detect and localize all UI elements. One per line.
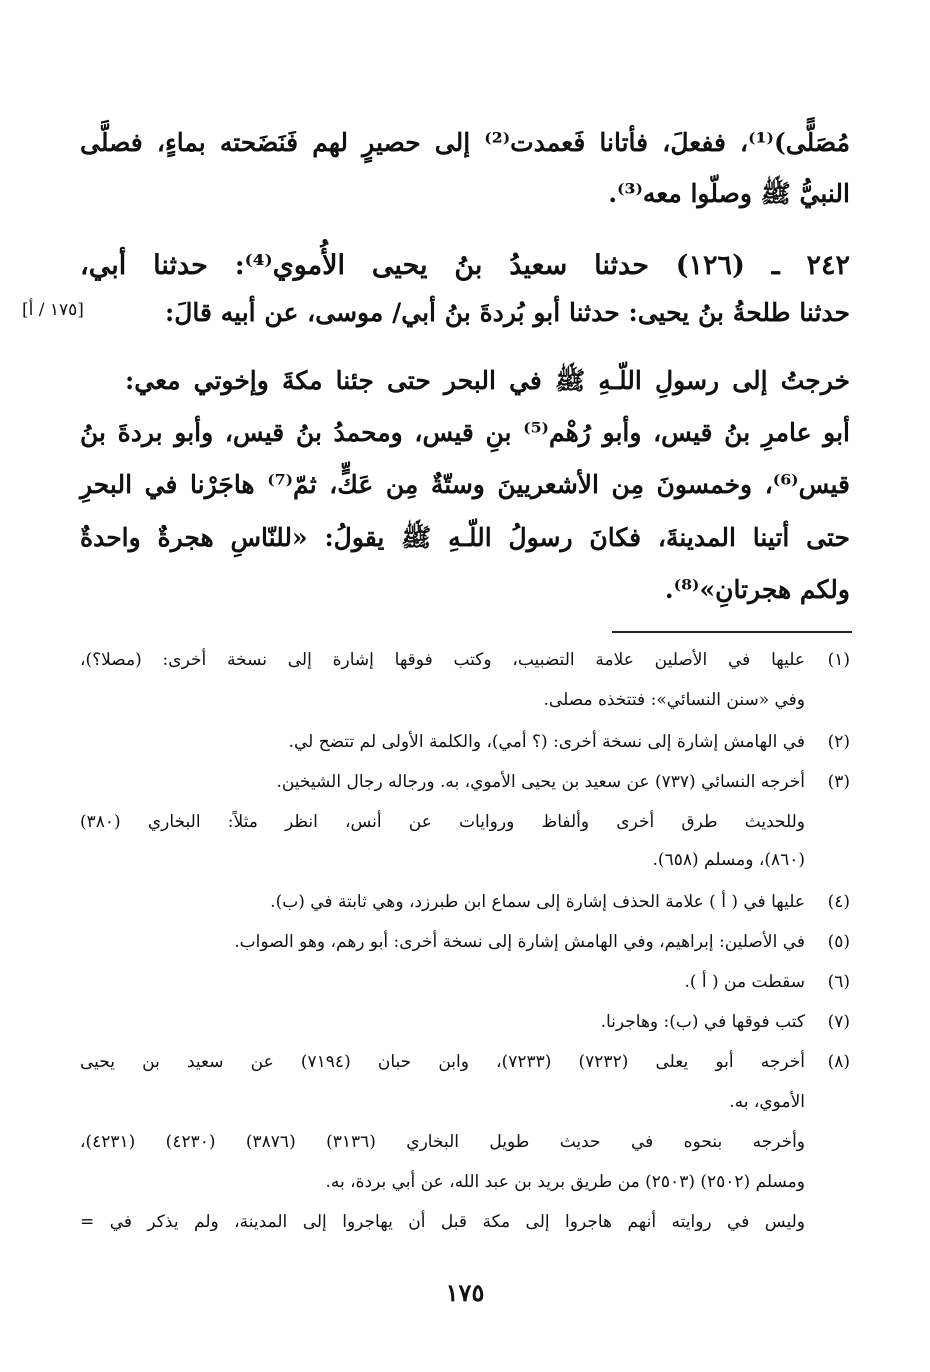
footnote-6	[80, 972, 850, 996]
footnote-5	[80, 932, 850, 956]
footnote-3-cont	[80, 812, 850, 836]
footnote-number: (٦)	[827, 972, 850, 992]
footnote-text: عليها في الأصلين علامة التضبيب، وكتب فوقها إشارة إلى نسخة أخرى: (مصلا؟)،	[80, 650, 805, 670]
body-line-1: مُصَلًّى)⁽¹⁾، ففعلَ، فأتانا فَعمدت⁽²⁾ إلى حصيرٍ لهم فَنَضَحته بماءٍ، فصلَّى	[80, 128, 850, 157]
footnote-text: سقطت من ( أ ).	[684, 972, 805, 992]
footnote-text: كتب فوقها في (ب): وهاجرنا.	[600, 1012, 805, 1032]
footnote-divider	[612, 631, 852, 633]
hadith-heading: ٢٤٢ ـ (١٢٦) حدثنا سعيدُ بنُ يحيى الأُموي⁽⁴⁾: حدثنا أبي،	[80, 250, 850, 281]
narration-line-3: قيس⁽⁶⁾، وخمسونَ مِن الأشعريينَ وستّةٌ مِن عَكٍّ، ثمّ⁽⁷⁾ هاجَرْنا في البحرِ	[80, 470, 850, 499]
footnote-text: وليس في روايته أنهم هاجروا إلى مكة قبل أن يهاجروا إلى المدينة، ولم يذكر في =	[80, 1212, 805, 1232]
footnote-number: (٤)	[827, 892, 850, 912]
manuscript-folio-ref: [١٧٥ / أ]	[22, 300, 84, 320]
footnote-text: ومسلم (٢٥٠٢) (٢٥٠٣) من طريق بريد بن عبد الله، عن أبي بردة، به.	[325, 1172, 805, 1192]
footnote-number: (٥)	[827, 932, 850, 952]
footnote-text: عليها في ( أ ) علامة الحذف إشارة إلى سماع ابن طبرزد، وهي ثابتة في (ب).	[270, 892, 805, 912]
footnote-8	[80, 1052, 850, 1076]
footnote-number: (١)	[827, 650, 850, 670]
footnote-number: (٨)	[827, 1052, 850, 1072]
footnote-8-cont	[80, 1212, 850, 1236]
footnote-number: (٧)	[827, 1012, 850, 1032]
footnote-7	[80, 1012, 850, 1036]
narration-line-5: ولكم هجرتانِ»⁽⁸⁾.	[664, 575, 850, 604]
footnote-number: (٣)	[827, 772, 850, 792]
footnote-2	[80, 732, 850, 756]
footnote-text: الأموي، به.	[729, 1092, 805, 1112]
footnote-8-cont	[80, 1132, 850, 1156]
footnote-1-cont	[80, 690, 850, 714]
footnote-3	[80, 772, 850, 796]
body-line-2: النبيُّ ﷺ وصلّوا معه⁽³⁾.	[608, 179, 850, 208]
footnote-text: في الأصلين: إبراهيم، وفي الهامش إشارة إلى نسخة أخرى: أبو رهم، وهو الصواب.	[234, 932, 805, 952]
footnote-1	[80, 650, 850, 674]
footnote-3-cont	[80, 850, 850, 874]
footnote-text: في الهامش إشارة إلى نسخة أخرى: (؟ أمي)، والكلمة الأولى لم تتضح لي.	[288, 732, 805, 752]
footnote-8-cont	[80, 1092, 850, 1116]
footnote-text: (٨٦٠)، ومسلم (٦٥٨).	[652, 850, 805, 870]
narration-line-4: حتى أتينا المدينةَ، فكانَ رسولُ اللّـهِ ﷺ يقولُ: «للنّاسِ هجرةٌ واحدةٌ	[80, 523, 850, 552]
narration-line-2: أبو عامرِ بنُ قيس، وأبو رُهْم⁽⁵⁾ بنِ قيس، ومحمدُ بنُ قيس، وأبو بردةَ بنُ	[80, 418, 850, 447]
footnote-text: أخرجه النسائي (٧٣٧) عن سعيد بن يحيى الأموي، به. ورجاله رجال الشيخين.	[276, 772, 805, 792]
footnote-text: وللحديث طرق أخرى وألفاظ وروايات عن أنس، انظر مثلاً: البخاري (٣٨٠)	[80, 812, 805, 832]
narration-line-1: خرجتُ إلى رسولِ اللّـهِ ﷺ في البحر حتى جئنا مكةَ وإخوتي معي:	[125, 366, 850, 395]
hadith-isnad-line: حدثنا طلحةُ بنُ يحيى: حدثنا أبو بُردةَ بنُ أبي/ موسى، عن أبيه قالَ:	[165, 298, 850, 327]
footnote-number: (٢)	[827, 732, 850, 752]
footnote-8-cont	[80, 1172, 850, 1196]
footnote-text: أخرجه أبو يعلى (٧٢٣٢) (٧٢٣٣)، وابن حبان (٧١٩٤) عن سعيد بن يحيى	[80, 1052, 806, 1072]
footnote-4	[80, 892, 850, 916]
footnote-text: وفي «سنن النسائي»: فتتخذه مصلى.	[543, 690, 805, 710]
footnote-text: وأخرجه بنحوه في حديث طويل البخاري (٣١٣٦) (٣٨٧٦) (٤٢٣٠) (٤٢٣١)،	[80, 1132, 806, 1152]
page-number: ١٧٥	[445, 1278, 485, 1307]
